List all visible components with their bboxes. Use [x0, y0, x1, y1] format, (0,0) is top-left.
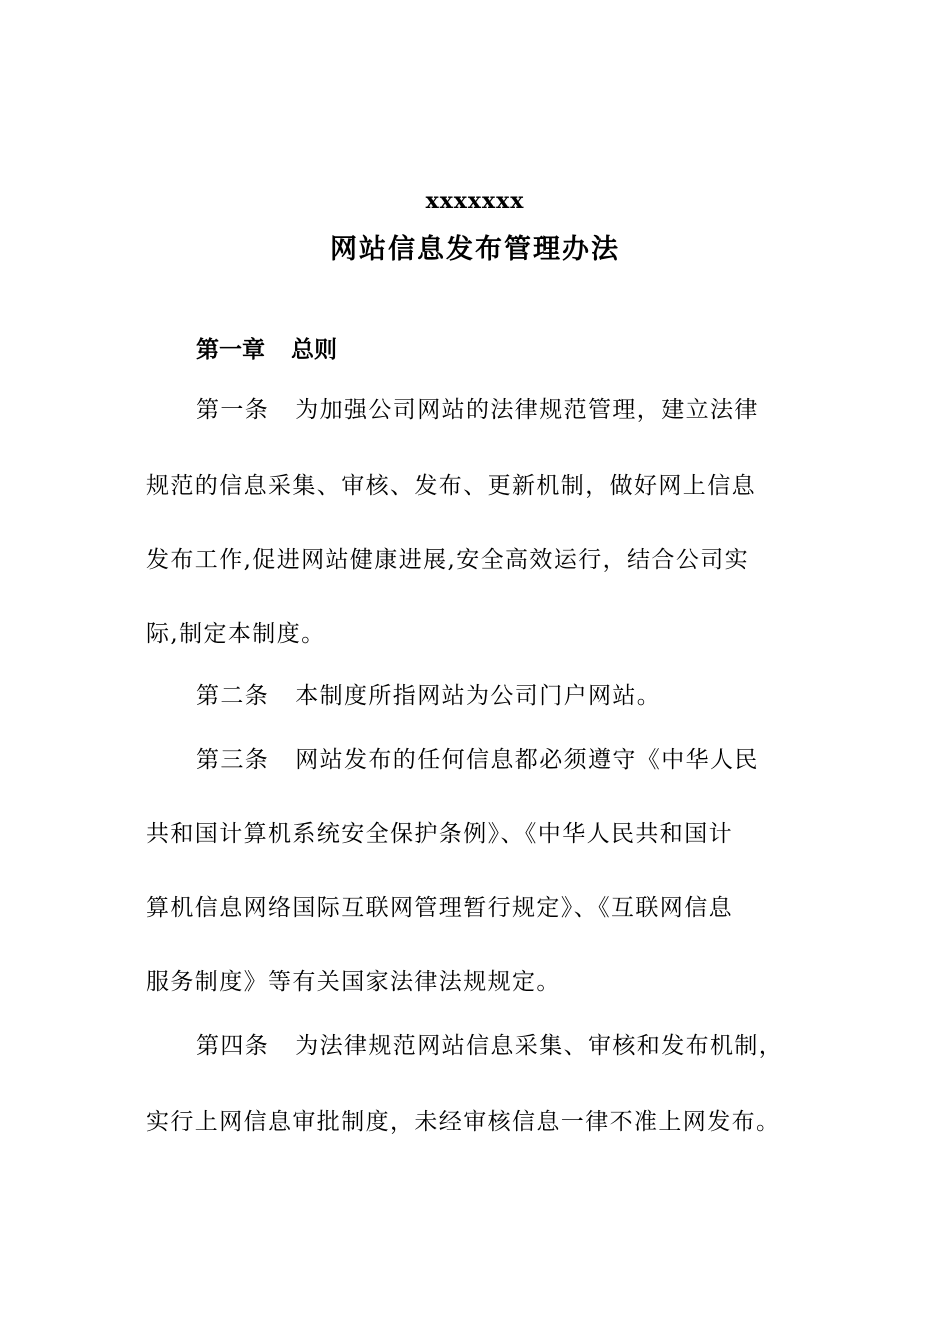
article-1-line-1	[196, 392, 759, 428]
article-3-line-4: 服务制度》等有关国家法律法规规定。	[146, 969, 561, 995]
article-3-line-2: 共和国计算机系统安全保护条例》、《中华人民共和国计	[146, 821, 733, 847]
article-1-line-3: 发布工作,促进网站健康进展,安全高效运行，结合公司实	[146, 547, 750, 573]
article-4-number: 第四条	[196, 1033, 270, 1059]
article-2-number: 第二条	[196, 683, 270, 709]
article-1-line-2: 规范的信息采集、审核、发布、更新机制，做好网上信息	[146, 473, 756, 499]
chapter-heading	[196, 332, 337, 368]
article-4-text-1: 为法律规范网站信息采集、审核和发布机制，	[295, 1033, 784, 1059]
article-4-line-2: 实行上网信息审批制度，未经审核信息一律不准上网发布。	[146, 1109, 781, 1135]
article-3-line-1	[196, 742, 759, 778]
chapter-number: 第一章	[196, 336, 265, 363]
article-1-number: 第一条	[196, 397, 270, 423]
chapter-name: 总则	[291, 336, 337, 363]
article-4-line-1	[196, 1028, 783, 1064]
article-1-text-1: 为加强公司网站的法律规范管理，建立法律	[295, 397, 759, 423]
article-2-text-1: 本制度所指网站为公司门户网站。	[295, 683, 662, 709]
article-2-line-1	[196, 678, 661, 714]
article-3-number: 第三条	[196, 747, 270, 773]
article-3-text-1: 网站发布的任何信息都必须遵守《中华人民	[295, 747, 759, 773]
article-1-line-4: 际,制定本制度。	[146, 621, 326, 647]
article-3-line-3: 算机信息网络国际互联网管理暂行规定》、《互联网信息	[146, 895, 733, 921]
organization-name: xxxxxxx	[425, 188, 525, 214]
document-title: 网站信息发布管理办法	[330, 234, 620, 265]
